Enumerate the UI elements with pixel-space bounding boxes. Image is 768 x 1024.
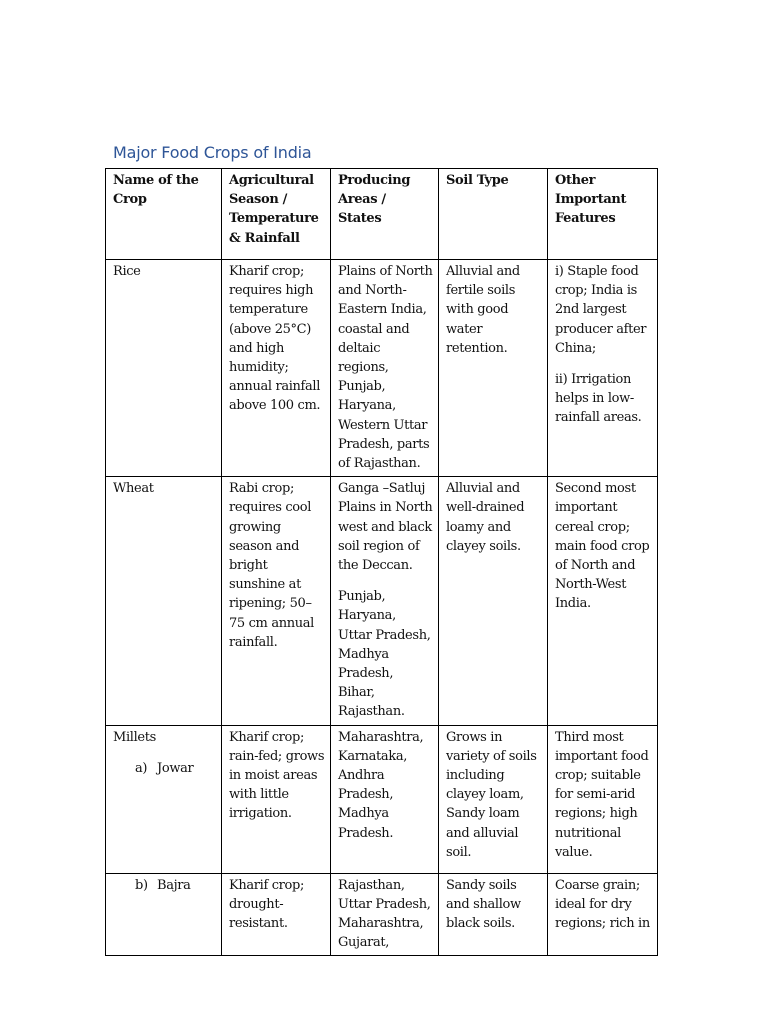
header-features: Other Important Features bbox=[548, 169, 658, 260]
cell-areas: Maharashtra, Karnataka, Andhra Pradesh, Madhya Pradesh. bbox=[331, 725, 439, 873]
header-season: Agricultural Season / Temperature & Rainfall bbox=[222, 169, 331, 260]
sub-crop-name: Bajra bbox=[157, 877, 191, 893]
cell-features bbox=[548, 260, 658, 477]
sub-crop-item bbox=[113, 759, 216, 778]
feature-paragraph: i) Staple food crop; India is 2nd largest producer after China; bbox=[555, 264, 647, 356]
cell-features: Third most important food crop; suitable for semi-arid regions; high nutritional value. bbox=[548, 725, 658, 873]
cell-crop-name bbox=[106, 725, 222, 873]
sub-crop-label: a) bbox=[135, 760, 148, 776]
cell-crop-name: Wheat bbox=[106, 477, 222, 725]
cell-season: Kharif crop; rain-fed; grows in moist areas with little irrigation. bbox=[222, 725, 331, 873]
cell-season: Rabi crop; requires cool growing season and bright sunshine at ripening; 50–75 cm annual rainfall. bbox=[222, 477, 331, 725]
feature-paragraph: ii) Irrigation helps in low-rainfall areas. bbox=[555, 372, 642, 426]
cell-features: Coarse grain; ideal for dry regions; rich in bbox=[548, 873, 658, 956]
cell-areas: Plains of North and North-Eastern India, coastal and deltaic regions, Punjab, Haryana, Western Uttar Pradesh, parts of Rajasthan. bbox=[331, 260, 439, 477]
cell-areas: Rajasthan, Uttar Pradesh, Maharashtra, Gujarat, bbox=[331, 873, 439, 956]
header-crop-name: Name of the Crop bbox=[106, 169, 222, 260]
header-areas: Producing Areas / States bbox=[331, 169, 439, 260]
cell-crop-name bbox=[106, 873, 222, 956]
cell-crop-name: Rice bbox=[106, 260, 222, 477]
area-paragraph: Punjab, Haryana, Uttar Pradesh, Madhya Pradesh, Bihar, Rajasthan. bbox=[338, 589, 431, 720]
cell-soil: Alluvial and fertile soils with good water retention. bbox=[439, 260, 548, 477]
sub-crop-label: b) bbox=[135, 877, 148, 893]
cell-season: Kharif crop; drought-resistant. bbox=[222, 873, 331, 956]
cell-soil: Sandy soils and shallow black soils. bbox=[439, 873, 548, 956]
cell-soil: Alluvial and well-drained loamy and clayey soils. bbox=[439, 477, 548, 725]
table-row-rice bbox=[106, 260, 658, 477]
cell-season: Kharif crop; requires high temperature (above 25°C) and high humidity; annual rainfall above 100 cm. bbox=[222, 260, 331, 477]
crop-name: Millets bbox=[113, 729, 156, 745]
cell-soil: Grows in variety of soils including clayey loam, Sandy loam and alluvial soil. bbox=[439, 725, 548, 873]
crops-table bbox=[105, 168, 658, 956]
table-row-wheat bbox=[106, 477, 658, 725]
sub-crop-name: Jowar bbox=[157, 760, 194, 776]
table-row-bajra bbox=[106, 873, 658, 956]
page-title: Major Food Crops of India bbox=[113, 143, 312, 162]
cell-areas bbox=[331, 477, 439, 725]
sub-crop-item bbox=[113, 876, 216, 895]
header-soil: Soil Type bbox=[439, 169, 548, 260]
table-row-millets bbox=[106, 725, 658, 873]
table-header-row bbox=[106, 169, 658, 260]
area-paragraph: Ganga –Satluj Plains in North west and black soil region of the Deccan. bbox=[338, 481, 433, 574]
cell-features: Second most important cereal crop; main food crop of North and North-West India. bbox=[548, 477, 658, 725]
